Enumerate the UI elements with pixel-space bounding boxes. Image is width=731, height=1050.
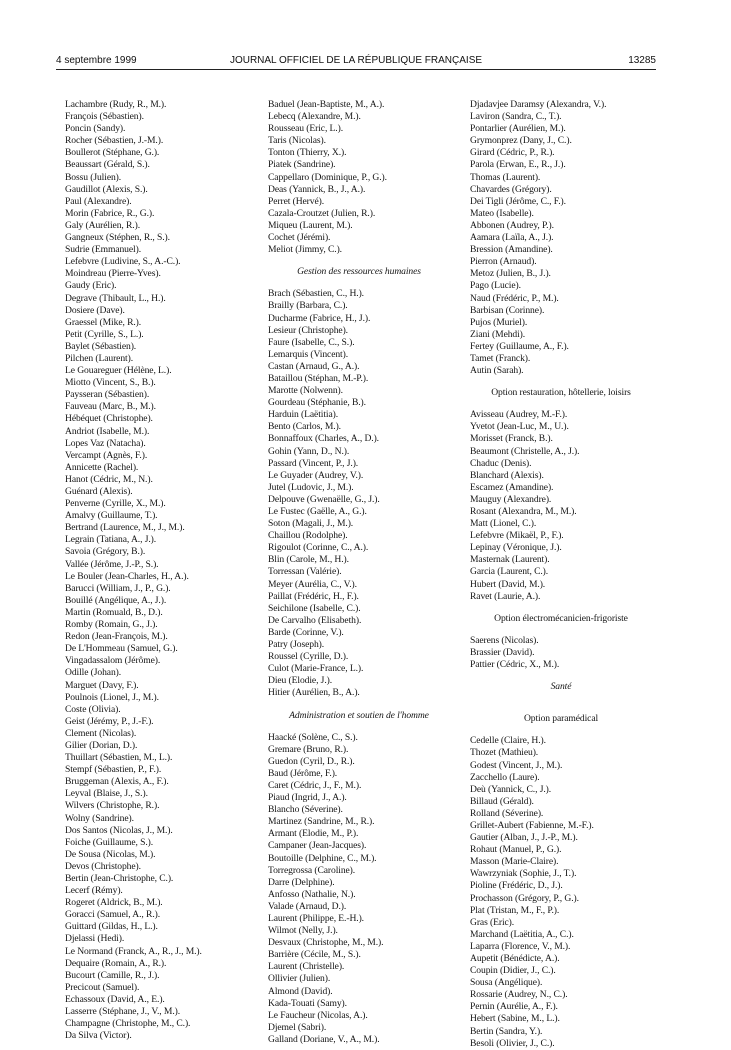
name-entry: Brassier (David). bbox=[470, 646, 535, 658]
name-entry: Brach (Sébastien, C., H.). bbox=[268, 288, 364, 300]
name-entry: Aupetit (Bénédicte, A.). bbox=[470, 953, 560, 964]
name-entry: Deas (Yannick, B., J., A.). bbox=[268, 183, 366, 195]
page-number: 13285 bbox=[628, 55, 656, 66]
name-entry: Lasserre (Stéphane, J., V., M.). bbox=[65, 1006, 181, 1018]
name-entry: Zacchello (Laure). bbox=[470, 771, 540, 783]
name-entry: Soton (Magali, J., M.). bbox=[268, 518, 354, 530]
spacer bbox=[470, 693, 666, 703]
column-3 bbox=[470, 99, 666, 1050]
name-entry: Hanot (Cédric, M., N.). bbox=[65, 473, 153, 485]
spacer bbox=[470, 603, 666, 613]
name-entry: Echassoux (David, A., E.). bbox=[65, 993, 165, 1005]
name-entry: Laparra (Florence, V., M.). bbox=[470, 940, 571, 952]
name-entry: Odille (Johan). bbox=[65, 667, 122, 679]
name-entry: Bonnaffoux (Charles, A., D.). bbox=[268, 433, 379, 445]
name-entry: Dequaire (Romain, A., R.). bbox=[65, 957, 167, 969]
section-heading: Santé bbox=[550, 681, 572, 693]
name-entry: Rogeret (Aldrick, B., M.). bbox=[65, 897, 163, 909]
name-entry: Petit (Cyrille, S., L.). bbox=[65, 328, 144, 340]
name-entry: Taris (Nicolas). bbox=[268, 135, 326, 147]
name-entry: De Carvalho (Elisabeth). bbox=[268, 614, 362, 626]
name-entry: Pago (Lucie). bbox=[470, 280, 521, 292]
name-entry: Gilier (Dorian, D.). bbox=[65, 739, 138, 751]
name-entry: Masternak (Laurent). bbox=[470, 554, 550, 566]
name-entry: Bossu (Julien). bbox=[65, 171, 122, 183]
name-entry: Perret (Hervé). bbox=[268, 195, 325, 207]
name-entry: Avisseau (Audrey, M.-F.). bbox=[470, 409, 568, 421]
name-entry: Da Silva (Victor). bbox=[65, 1030, 132, 1042]
name-entry: Romby (Romain, G., J.). bbox=[65, 619, 158, 631]
name-entry: Geist (Jérémy, P., J.-F.). bbox=[65, 715, 154, 727]
name-entry: Matt (Lionel, C.). bbox=[470, 518, 537, 530]
header-rule bbox=[56, 69, 656, 70]
name-entry: Hébéquet (Christophe). bbox=[65, 413, 153, 425]
name-entry: Escamez (Amandine). bbox=[470, 481, 554, 493]
name-entry: Galy (Aurélien, R.). bbox=[65, 219, 140, 231]
name-entry: Anfosso (Nathalie, N.). bbox=[268, 888, 356, 900]
name-entry: Parola (Erwan, E., R., J.). bbox=[470, 159, 566, 171]
name-entry: Legrain (Tatiana, A., J.). bbox=[65, 534, 157, 546]
name-entry: Coupin (Didier, J., C.). bbox=[470, 965, 556, 977]
name-entry: Armant (Elodie, M., P.). bbox=[268, 828, 359, 840]
name-entry: Godest (Vincent, J., M.). bbox=[470, 759, 563, 771]
name-entry: Foiche (Guillaume, S.). bbox=[65, 836, 154, 848]
name-entry: Plat (Tristan, M., F., P.). bbox=[470, 904, 560, 916]
name-entry: Precicout (Samuel). bbox=[65, 981, 140, 993]
spacer bbox=[268, 278, 464, 288]
column-1 bbox=[65, 99, 261, 1042]
name-entry: Lebecq (Alexandre, M.). bbox=[268, 111, 361, 123]
spacer bbox=[268, 256, 464, 266]
name-entry: Besoli (Olivier, J., C.). bbox=[470, 1037, 555, 1049]
name-entry: Patry (Joseph). bbox=[268, 639, 325, 651]
name-entry: Ducharme (Fabrice, H., J.). bbox=[268, 312, 371, 324]
name-entry: Martin (Romuald, B., D.). bbox=[65, 606, 163, 618]
name-entry: Pontarlier (Aurélien, M.). bbox=[470, 123, 566, 135]
name-entry: Coste (Olivia). bbox=[65, 703, 121, 715]
name-entry: Faure (Isabelle, C., S.). bbox=[268, 336, 355, 348]
name-entry: Thozet (Mathieu). bbox=[470, 747, 539, 759]
name-entry: Barrière (Cécile, M., S.). bbox=[268, 949, 361, 961]
name-entry: Marotte (Nolwenn). bbox=[268, 385, 343, 397]
name-entry: Wolny (Sandrine). bbox=[65, 812, 134, 824]
name-entry: Vingadassalom (Jérôme). bbox=[65, 655, 161, 667]
name-entry: Rocher (Sébastien, J.-M.). bbox=[65, 135, 164, 147]
header-date: 4 septembre 1999 bbox=[56, 55, 137, 66]
name-entry: Gaudy (Eric). bbox=[65, 280, 117, 292]
name-entry: Thomas (Laurent). bbox=[470, 171, 541, 183]
name-entry: Andriot (Isabelle, M.). bbox=[65, 425, 150, 437]
name-entry: Valade (Arnaud, D.). bbox=[268, 900, 347, 912]
name-entry: Lemarquis (Vincent). bbox=[268, 348, 349, 360]
name-entry: Gremare (Bruno, R.). bbox=[268, 743, 349, 755]
name-entry: Torressan (Valérie). bbox=[268, 566, 342, 578]
name-entry: Ziani (Mehdi). bbox=[470, 328, 526, 340]
name-entry: Laviron (Sandra, C., T.). bbox=[470, 111, 562, 123]
name-entry: Haacké (Solène, C., S.). bbox=[268, 731, 358, 743]
name-entry: Aamara (Laïla, A., J.). bbox=[470, 232, 554, 244]
name-entry: Sudrie (Emmanuel). bbox=[65, 244, 141, 256]
name-entry: Beaumont (Christelle, A., J.). bbox=[470, 445, 580, 457]
name-entry: Gras (Eric). bbox=[470, 916, 515, 928]
name-entry: Degrave (Thibault, L., H.). bbox=[65, 292, 166, 304]
section-heading: Administration et soutien de l'homme bbox=[289, 709, 429, 721]
name-entry: Jutel (Ludovic, J., M.). bbox=[268, 481, 354, 493]
name-entry: Lesieur (Christophe). bbox=[268, 324, 348, 336]
name-entry: Barbisan (Corinne). bbox=[470, 304, 545, 316]
name-entry: Vallée (Jérôme, J.-P., S.). bbox=[65, 558, 159, 570]
name-entry: Darre (Delphine). bbox=[268, 876, 335, 888]
name-entry: Sousa (Angélique). bbox=[470, 977, 543, 989]
name-entry: Masson (Marie-Claire). bbox=[470, 856, 559, 868]
name-entry: Saerens (Nicolas). bbox=[470, 634, 539, 646]
name-entry: Le Bouler (Jean-Charles, H., A.). bbox=[65, 570, 189, 582]
name-entry: Baud (Jérôme, F.). bbox=[268, 767, 338, 779]
name-entry: Cazala-Croutzet (Julien, R.). bbox=[268, 207, 376, 219]
name-entry: Mauguy (Alexandre). bbox=[470, 493, 552, 505]
name-entry: Grillet-Aubert (Fabienne, M.-F.). bbox=[470, 819, 594, 831]
section-heading: Gestion des ressources humaines bbox=[297, 266, 421, 278]
name-entry: Prochasson (Grégory, P., G.). bbox=[470, 892, 579, 904]
spacer bbox=[470, 703, 666, 713]
name-entry: Blin (Carole, M., H.). bbox=[268, 554, 349, 566]
name-entry: Ravet (Laurie, A.). bbox=[470, 590, 541, 602]
name-entry: Castan (Arnaud, G., A.). bbox=[268, 360, 360, 372]
name-entry: Lecerf (Rémy). bbox=[65, 885, 123, 897]
name-entry: Desvaux (Christophe, M., M.). bbox=[268, 937, 384, 949]
name-entry: Kada-Touati (Samy). bbox=[268, 997, 347, 1009]
name-entry: Laurent (Philippe, E.-H.). bbox=[268, 913, 364, 924]
name-entry: Penverne (Cyrille, X., M.). bbox=[65, 498, 166, 510]
name-entry: Yvetot (Jean-Luc, M., U.). bbox=[470, 421, 569, 433]
name-entry: Lefebvre (Mikaël, P., F.). bbox=[470, 530, 564, 542]
name-entry: Bucourt (Camille, R., J.). bbox=[65, 969, 160, 981]
name-entry: Cochet (Jérémi). bbox=[268, 232, 331, 244]
name-entry: Hubert (David, M.). bbox=[470, 578, 546, 590]
name-entry: Miotto (Vincent, S., B.). bbox=[65, 377, 156, 389]
section-heading: Option électromécanicien-frigoriste bbox=[494, 612, 628, 624]
name-entry: Mateo (Isabelle). bbox=[470, 207, 534, 219]
name-entry: Culot (Marie-France, L.). bbox=[268, 663, 364, 675]
section-heading: Option paramédical bbox=[523, 713, 599, 725]
name-entry: Blancho (Séverine). bbox=[268, 804, 343, 816]
name-entry: Le Normand (Franck, A., R., J., M.). bbox=[65, 945, 202, 957]
name-entry: Annicette (Rachel). bbox=[65, 461, 139, 473]
section-heading: Option restauration, hôtellerie, loisirs bbox=[491, 387, 631, 399]
name-entry: Goracci (Samuel, A., R.). bbox=[65, 909, 161, 921]
name-entry: Paillat (Frédéric, H., F.). bbox=[268, 590, 359, 602]
name-entry: Guénard (Alexis). bbox=[65, 486, 133, 497]
name-entry: Dos Santos (Nicolas, J., M.). bbox=[65, 824, 173, 836]
name-entry: Girard (Cédric, P., R.). bbox=[470, 147, 555, 159]
name-entry: Le Faucheur (Nicolas, A.). bbox=[268, 1009, 368, 1021]
name-entry: Autin (Sarah). bbox=[470, 365, 524, 377]
name-entry: Metoz (Julien, B., J.). bbox=[470, 268, 551, 280]
name-entry: Pilchen (Laurent). bbox=[65, 352, 133, 364]
name-entry: Poncin (Sandy). bbox=[65, 123, 126, 135]
name-entry: Blanchard (Alexis). bbox=[470, 469, 544, 481]
name-entry: Dei Tigli (Jérôme, C., F.). bbox=[470, 195, 566, 207]
name-entry: Redon (Jean-François, M.). bbox=[65, 631, 168, 643]
name-entry: Bression (Amandine). bbox=[470, 244, 553, 256]
name-entry: Djemel (Sabri). bbox=[268, 1021, 327, 1033]
name-entry: Barucci (William, J., P., G.). bbox=[65, 582, 171, 594]
name-entry: Chaduc (Denis). bbox=[470, 457, 532, 469]
name-entry: Brailly (Barbara, C.). bbox=[268, 300, 348, 312]
name-entry: Rousseau (Eric, L.). bbox=[268, 123, 343, 135]
name-entry: Piatek (Sandrine). bbox=[268, 159, 336, 171]
name-entry: Billaud (Gérald). bbox=[470, 795, 534, 807]
name-entry: Ollivier (Julien). bbox=[268, 973, 331, 985]
name-entry: Wilvers (Christophe, R.). bbox=[65, 800, 160, 812]
name-entry: Baylet (Sébastien). bbox=[65, 340, 137, 352]
name-entry: Moindreau (Pierre-Yves). bbox=[65, 268, 161, 280]
name-entry: Dieu (Elodie, J.). bbox=[268, 675, 333, 687]
name-entry: Bertin (Jean-Christophe, C.). bbox=[65, 873, 174, 884]
name-entry: Le Gouareguer (Hélène, L.). bbox=[65, 365, 172, 377]
name-entry: Rolland (Séverine). bbox=[470, 807, 544, 819]
name-entry: Chavardes (Grégory). bbox=[470, 183, 552, 195]
name-entry: Le Guyader (Audrey, V.). bbox=[268, 469, 364, 481]
name-entry: Gohin (Yann, D., N.). bbox=[268, 445, 350, 457]
name-entry: Bouillé (Angélique, A., J.). bbox=[65, 594, 167, 606]
name-entry: Hebert (Sabine, M., L.). bbox=[470, 1013, 560, 1025]
name-entry: Beaussart (Gérald, S.). bbox=[65, 159, 150, 171]
spacer bbox=[268, 700, 464, 710]
name-entry: Cappellaro (Dominique, P., G.). bbox=[268, 171, 387, 183]
name-entry: Fauveau (Marc, B., M.). bbox=[65, 401, 156, 413]
name-entry: Lopes Vaz (Natacha). bbox=[65, 437, 146, 449]
name-entry: Caret (Cédric, J., F., M.). bbox=[268, 779, 362, 791]
name-entry: Campaner (Jean-Jacques). bbox=[268, 840, 367, 852]
name-entry: Stempf (Sébastien, P., F.). bbox=[65, 764, 162, 776]
name-entry: Pierron (Arnaud). bbox=[470, 256, 537, 268]
name-entry: De Sousa (Nicolas, M.). bbox=[65, 848, 156, 860]
name-entry: Martinez (Sandrine, M., R.). bbox=[268, 816, 375, 828]
name-entry: Delpouve (Gwenaëlle, G., J.). bbox=[268, 493, 380, 505]
name-entry: Seichilone (Isabelle, C.). bbox=[268, 602, 361, 614]
name-entry: Deù (Yannick, C., J.). bbox=[470, 783, 552, 795]
name-entry: Vercampt (Agnès, F.). bbox=[65, 449, 148, 461]
name-entry: François (Sébastien). bbox=[65, 111, 144, 123]
name-entry: Leyval (Blaise, J., S.). bbox=[65, 788, 148, 800]
name-entry: Le Fustec (Gaëlle, A., G.). bbox=[268, 506, 367, 517]
name-entry: Harduin (Laëtitia). bbox=[268, 409, 339, 421]
name-entry: Djadavjee Daramsy (Alexandra, V.). bbox=[470, 99, 607, 110]
name-entry: Baduel (Jean-Baptiste, M., A.). bbox=[268, 99, 385, 110]
name-entry: Roussel (Cyrille, D.). bbox=[268, 651, 349, 663]
name-entry: Wawrzyniak (Sophie, J., T.). bbox=[470, 868, 577, 880]
spacer bbox=[470, 725, 666, 735]
name-entry: Rossarie (Audrey, N., C.). bbox=[470, 989, 568, 1001]
name-entry: Rigoulot (Corinne, C., A.). bbox=[268, 542, 369, 554]
name-entry: Bertrand (Laurence, M., J., M.). bbox=[65, 522, 185, 534]
name-entry: Barde (Corinne, V.). bbox=[268, 626, 344, 638]
name-entry: Pattier (Cédric, X., M.). bbox=[470, 659, 560, 671]
spacer bbox=[470, 671, 666, 681]
name-entry: Amalvy (Guillaume, T.). bbox=[65, 510, 158, 522]
name-entry: Guittard (Gildas, H., L.). bbox=[65, 921, 158, 933]
spacer bbox=[470, 377, 666, 387]
name-entry: Boutoille (Delphine, C., M.). bbox=[268, 852, 377, 864]
name-entry: Marchand (Laëtitia, A., C.). bbox=[470, 928, 574, 940]
spacer bbox=[268, 722, 464, 732]
name-entry: Pernin (Aurélie, A., F.). bbox=[470, 1001, 558, 1013]
name-entry: Morisset (Franck, B.). bbox=[470, 433, 553, 445]
name-entry: Graessel (Mike, R.). bbox=[65, 316, 142, 328]
name-entry: Paysseran (Sébastien). bbox=[65, 389, 150, 401]
name-entry: Rohaut (Manuel, P., G.). bbox=[470, 844, 562, 856]
name-entry: Grymonprez (Dany, J., C.). bbox=[470, 135, 572, 147]
journal-title: JOURNAL OFFICIEL DE LA RÉPUBLIQUE FRANÇAISE bbox=[229, 55, 483, 66]
name-entry: Pioline (Frédéric, D., J.). bbox=[470, 880, 563, 892]
name-entry: Champagne (Christophe, M., C.). bbox=[65, 1018, 191, 1030]
name-entry: Clement (Nicolas). bbox=[65, 727, 137, 739]
name-entry: Hitier (Aurélien, B., A.). bbox=[268, 687, 360, 699]
name-entry: Dosiere (Dave). bbox=[65, 304, 125, 316]
name-entry: Cedelle (Claire, H.). bbox=[470, 735, 546, 747]
name-entry: Rosant (Alexandra, M., M.). bbox=[470, 506, 577, 517]
name-entry: Morin (Fabrice, R., G.). bbox=[65, 207, 155, 219]
name-entry: Marguet (Davy, F.). bbox=[65, 679, 139, 691]
name-entry: Laurent (Christelle). bbox=[268, 961, 345, 973]
name-entry: Djelassi (Hedi). bbox=[65, 933, 125, 945]
name-entry: Poulnois (Lionel, J., M.). bbox=[65, 691, 159, 703]
name-entry: Paul (Alexandre). bbox=[65, 195, 132, 207]
name-entry: Meliot (Jimmy, C.). bbox=[268, 244, 342, 256]
name-entry: Wilmot (Nelly, J.). bbox=[268, 925, 338, 937]
name-entry: Gautier (Alban, J., J.-P., M.). bbox=[470, 832, 578, 844]
name-entry: Fertey (Guillaume, A., F.). bbox=[470, 340, 569, 352]
name-entry: Naud (Frédéric, P., M.). bbox=[470, 292, 559, 304]
name-entry: Guedon (Cyril, D., R.). bbox=[268, 755, 355, 767]
name-entry: Pujos (Muriel). bbox=[470, 316, 528, 328]
name-entry: Lepinay (Véronique, J.). bbox=[470, 542, 562, 554]
name-entry: Galland (Doriane, V., A., M.). bbox=[268, 1033, 380, 1045]
name-entry: Abbonen (Audrey, P.). bbox=[470, 219, 554, 231]
name-entry: De L'Hommeau (Samuel, G.). bbox=[65, 643, 178, 655]
name-entry: Gangneux (Stéphen, R., S.). bbox=[65, 232, 170, 244]
name-entry: Bertin (Sandra, Y.). bbox=[470, 1025, 543, 1037]
name-entry: Garcia (Laurent, C.). bbox=[470, 566, 549, 578]
name-entry: Piaud (Ingrid, J., A.). bbox=[268, 792, 347, 804]
name-entry: Almond (David). bbox=[268, 985, 333, 997]
name-entry: Lachambre (Rudy, R., M.). bbox=[65, 99, 167, 110]
spacer bbox=[470, 625, 666, 635]
name-entry: Boullerot (Stéphane, G.). bbox=[65, 147, 160, 159]
name-entry: Gaudillot (Alexis, S.). bbox=[65, 183, 148, 195]
name-entry: Bento (Carlos, M.). bbox=[268, 421, 341, 433]
name-entry: Devos (Christophe). bbox=[65, 860, 141, 872]
column-2 bbox=[268, 99, 464, 1046]
name-entry: Passard (Vincent, P., J.). bbox=[268, 457, 359, 469]
page-header bbox=[56, 55, 656, 69]
name-entry: Thuillart (Sébastien, M., L.). bbox=[65, 752, 173, 764]
name-entry: Meyer (Aurélia, C., V.). bbox=[268, 578, 357, 590]
name-entry: Tamet (Franck). bbox=[470, 352, 531, 364]
name-entry: Miqueu (Laurent, M.). bbox=[268, 219, 353, 231]
name-entry: Lefebvre (Ludivine, S., A.-C.). bbox=[65, 256, 181, 268]
name-entry: Torregrossa (Caroline). bbox=[268, 864, 356, 876]
spacer bbox=[470, 399, 666, 409]
name-entry: Bruggeman (Alexis, A., F.). bbox=[65, 776, 169, 788]
name-entry: Savoia (Grégory, B.). bbox=[65, 546, 146, 558]
name-entry: Bataillou (Stéphan, M.-P.). bbox=[268, 372, 369, 384]
name-entry: Chaillou (Rodolphe). bbox=[268, 530, 348, 542]
name-entry: Gourdeau (Stéphanie, B.). bbox=[268, 397, 366, 409]
name-entry: Tonton (Thierry, X.). bbox=[268, 147, 347, 159]
